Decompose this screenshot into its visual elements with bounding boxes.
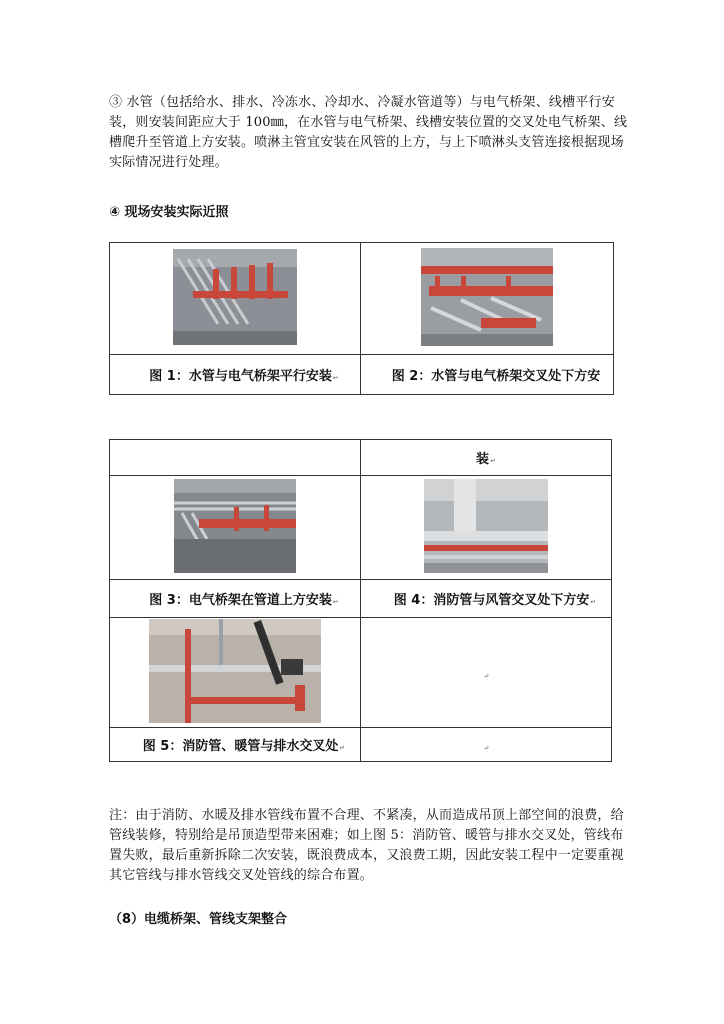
continued-caption-cell: 装↵ [361,440,612,476]
photo-table-2 [109,439,612,762]
heading-cable-tray: （8）电缆桥架、管线支架整合 [109,912,288,927]
empty-caption-cell-6: ↵ [361,728,612,762]
photo-1-image [173,249,297,345]
caption-figure-2: 图 2：水管与电气桥架交叉处下方安 [361,355,614,395]
photo-3-image [174,479,296,573]
caption-figure-1: 图 1：水管与电气桥架平行安装↵ [110,355,361,395]
empty-photo-cell-6: ↵ [361,618,612,728]
photo-cell-4 [361,476,612,580]
photo-cell-1 [110,243,361,355]
photo-5-image [149,619,321,723]
photo-4-image [424,479,548,573]
photo-cell-2 [361,243,614,355]
photo-cell-5 [110,618,361,728]
photo-table-1 [109,242,614,395]
caption-figure-3: 图 3：电气桥架在管道上方安装↵ [110,580,361,618]
caption-figure-4: 图 4：消防管与风管交叉处下方安↵ [361,580,612,618]
empty-cell [110,440,361,476]
paragraph-water-pipes: ③ 水管（包括给水、排水、冷冻水、冷却水、冷凝水管道等）与电气桥架、线槽平行安装，则安装间距应大于 100㎜，在水管与电气桥架、线槽安装位置的交叉处电气桥架、线槽爬升至管道上方安装。喷淋主管宜安装在风管的上方，与上下喷淋头支管连接根据现场实际情况进行处理。 [109,95,628,170]
paragraph-note: 注：由于消防、水暖及排水管线布置不合理、不紧凑，从而造成吊顶上部空间的浪费，给管线装修，特别给是吊顶造型带来困难；如上图 5：消防管、暖管与排水交叉处，管线布置失败，最后重新拆除二次安装，既浪费成本，又浪费工期，因此安装工程中一定要重视其它管线与排水管线交叉处管线的综合布置。 [109,808,624,883]
heading-site-photos: ④ 现场安装实际近照 [109,205,229,220]
caption-figure-5: 图 5：消防管、暖管与排水交叉处↵ [110,728,361,762]
photo-cell-3 [110,476,361,580]
photo-2-image [421,248,553,346]
